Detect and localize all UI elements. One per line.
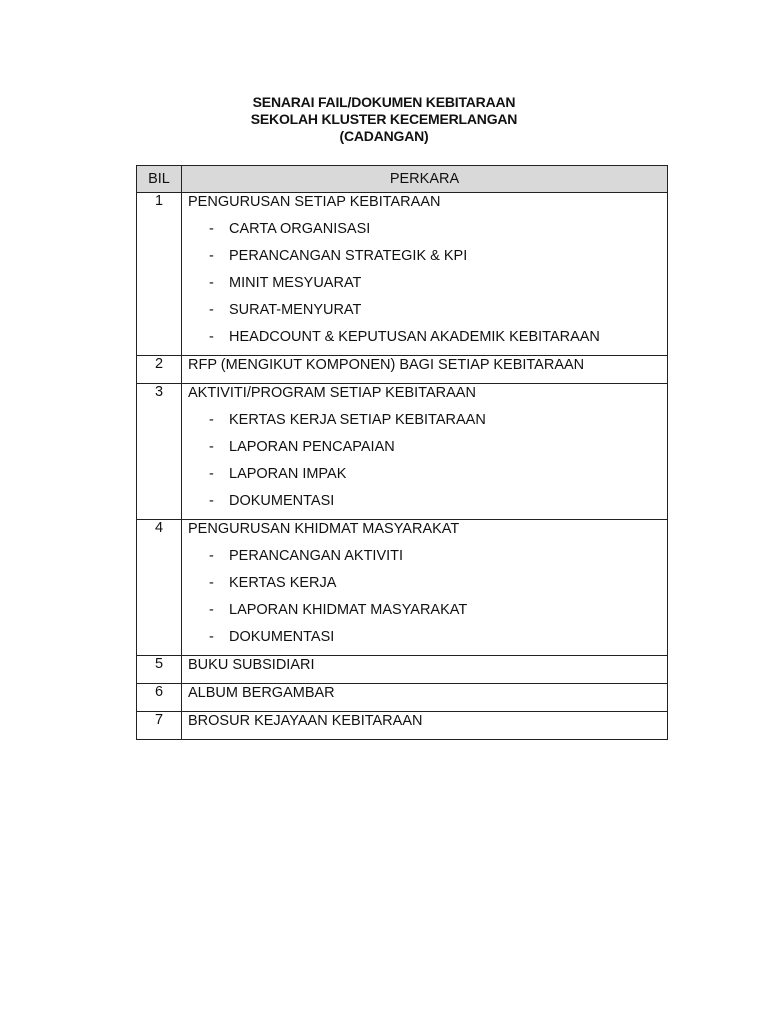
row-number: 7 [137, 712, 182, 740]
sub-item-bullet: - [209, 329, 214, 345]
sub-item [182, 438, 667, 465]
sub-item-label: DOKUMENTASI [229, 493, 335, 509]
sub-item-label: MINIT MESYUARAT [229, 275, 362, 291]
row-title: ALBUM BERGAMBAR [188, 685, 335, 701]
document-table [136, 165, 668, 740]
sub-item-bullet: - [209, 412, 214, 428]
row-number: 1 [137, 193, 182, 356]
sub-item-bullet: - [209, 275, 214, 291]
sub-item [182, 465, 667, 492]
heading-line-3: (CADANGAN) [339, 128, 429, 144]
sub-item-bullet: - [209, 248, 214, 264]
sub-item [182, 301, 667, 328]
table-row [137, 520, 668, 656]
sub-item-bullet: - [209, 493, 214, 509]
sub-item-bullet: - [209, 439, 214, 455]
sub-item-label: LAPORAN IMPAK [229, 466, 347, 482]
row-title: PENGURUSAN SETIAP KEBITARAAN [188, 194, 441, 210]
sub-item [182, 628, 667, 655]
row-content [182, 684, 668, 712]
row-number: 2 [137, 356, 182, 384]
table-row [137, 656, 668, 684]
sub-item-label: DOKUMENTASI [229, 629, 335, 645]
sub-item-bullet: - [209, 629, 214, 645]
sub-item [182, 220, 667, 247]
document-heading [0, 94, 768, 145]
sub-item-label: KERTAS KERJA SETIAP KEBITARAAN [229, 412, 486, 428]
sub-item-label: HEADCOUNT & KEPUTUSAN AKADEMIK KEBITARAAN [229, 329, 600, 345]
header-bil: BIL [137, 166, 182, 193]
table-row [137, 684, 668, 712]
sub-item-bullet: - [209, 602, 214, 618]
sub-item [182, 492, 667, 519]
header-perkara: PERKARA [182, 166, 668, 193]
row-title: BROSUR KEJAYAAN KEBITARAAN [188, 713, 423, 729]
sub-item-label: SURAT-MENYURAT [229, 302, 362, 318]
sub-item-label: CARTA ORGANISASI [229, 221, 371, 237]
row-content [182, 712, 668, 740]
row-title: PENGURUSAN KHIDMAT MASYARAKAT [188, 521, 460, 537]
row-content [182, 356, 668, 384]
sub-item-bullet: - [209, 302, 214, 318]
row-content [182, 193, 668, 356]
row-number: 6 [137, 684, 182, 712]
row-title: BUKU SUBSIDIARI [188, 657, 315, 673]
heading-line-1: SENARAI FAIL/DOKUMEN KEBITARAAN [252, 94, 516, 110]
sub-item-label: LAPORAN PENCAPAIAN [229, 439, 395, 455]
row-title: AKTIVITI/PROGRAM SETIAP KEBITARAAN [188, 385, 476, 401]
row-number: 3 [137, 384, 182, 520]
row-content [182, 384, 668, 520]
row-content [182, 656, 668, 684]
row-number: 5 [137, 656, 182, 684]
heading-line-2: SEKOLAH KLUSTER KECEMERLANGAN [250, 111, 518, 127]
table-row [137, 384, 668, 520]
table-row [137, 193, 668, 356]
sub-item [182, 574, 667, 601]
table-body [137, 193, 668, 740]
sub-item-bullet: - [209, 221, 214, 237]
row-content [182, 520, 668, 656]
row-title: RFP (MENGIKUT KOMPONEN) BAGI SETIAP KEBITARAAN [188, 357, 585, 373]
sub-item-label: LAPORAN KHIDMAT MASYARAKAT [229, 602, 468, 618]
sub-item-label: PERANCANGAN STRATEGIK & KPI [229, 248, 468, 264]
row-number: 4 [137, 520, 182, 656]
sub-item-bullet: - [209, 466, 214, 482]
sub-item [182, 601, 667, 628]
sub-item-label: PERANCANGAN AKTIVITI [229, 548, 404, 564]
sub-item [182, 247, 667, 274]
sub-item-label: KERTAS KERJA [229, 575, 337, 591]
sub-item-bullet: - [209, 575, 214, 591]
table-header-row [137, 166, 668, 193]
table-row [137, 356, 668, 384]
sub-item [182, 328, 667, 355]
sub-item [182, 547, 667, 574]
sub-item [182, 411, 667, 438]
table-row [137, 712, 668, 740]
sub-item [182, 274, 667, 301]
sub-item-bullet: - [209, 548, 214, 564]
